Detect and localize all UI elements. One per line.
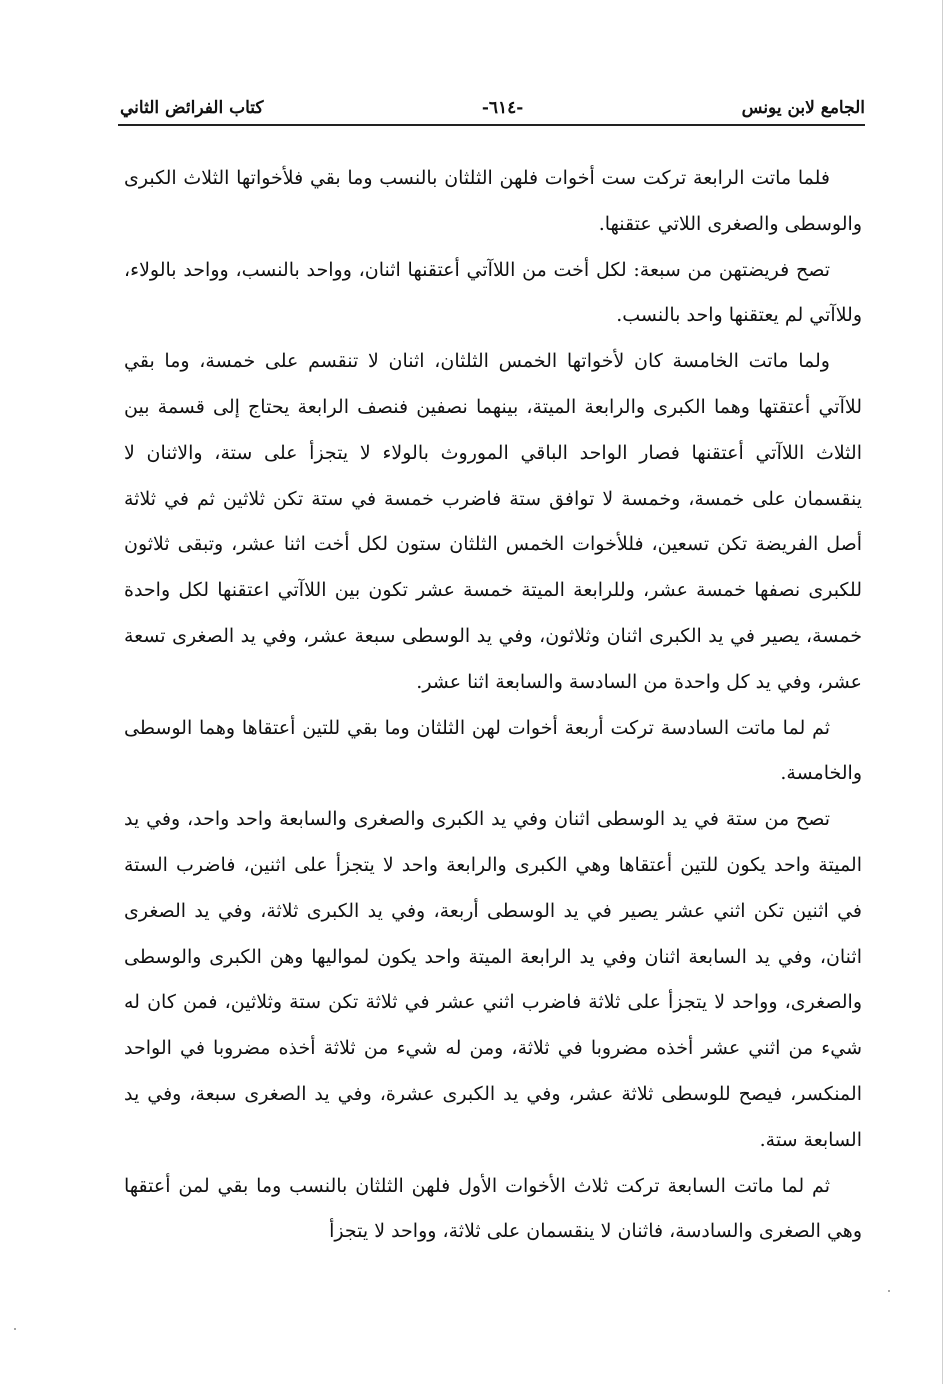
running-header xyxy=(120,84,865,118)
chapter-title: كتاب الفرائض الثاني xyxy=(120,98,264,118)
paragraph: ثم لما ماتت السادسة تركت أربعة أخوات لهن الثلثان وما بقي للتين أعتقاها وهما الوسطى والخامسة. xyxy=(124,716,862,785)
page-edge-line xyxy=(942,0,943,1384)
book-title: الجامع لابن يونس xyxy=(741,98,865,118)
paragraph: تصح فريضتهن من سبعة: لكل أخت من اللاآتي أعتقنها اثنان، وواحد بالنسب، وواحد بالولاء، وللاآتي لم يعتقنها واحد بالنسب. xyxy=(124,258,862,327)
paragraph: ولما ماتت الخامسة كان لأخواتها الخمس الثلثان، اثنان لا تنقسم على خمسة، وما بقي للاآتي أعتقتها وهما الكبرى والرابعة الميتة، بينهما نصفين فنصف الرابعة يحتاج إلى قسمة بين الثلاث اللاآتي أعتقنها فصار الواحد الباقي الموروث بالولاء لا يتجزأ على ستة، والاثنان لا ينقسمان على خمسة، وخمسة لا توافق ستة فاضرب خمسة في ستة تكن ثلاثين ثم في ثلاثة أصل الفريضة تكن تسعين، فللأخوات الخمس الثلثان ستون لكل أخت اثنا عشر، وتبقى ثلاثون للكبرى نصفها خمسة عشر، وللرابعة الميتة خمسة عشر تكون بين اللاآتي اعتقنها لكل واحدة خمسة، يصير في يد الكبرى اثنان وثلاثون، وفي يد الوسطى سبعة عشر، وفي يد الصغرى تسعة عشر، وفي يد كل واحدة من السادسة والسابعة اثنا عشر. xyxy=(124,350,862,693)
page-number: -٦١٤- xyxy=(481,98,524,118)
scan-speck xyxy=(888,1290,890,1292)
body-text xyxy=(124,156,862,1255)
paragraph: تصح من ستة في يد الوسطى اثنان وفي يد الكبرى والصغرى والسابعة واحد واحد، وفي يد الميتة واحد يكون للتين أعتقاها وهي الكبرى والرابعة واحد لا يتجزأ على اثنين، فاضرب الستة في اثنين تكن اثني عشر يصير في يد الوسطى أربعة، وفي يد الكبرى ثلاثة، وفي يد الصغرى اثنان، وفي يد السابعة اثنان وفي يد الرابعة الميتة واحد يكون لمواليها وهن الكبرى والوسطى والصغرى، وواحد لا يتجزأ على ثلاثة فاضرب اثني عشر في ثلاثة تكن ستة وثلاثين، فمن كان له شيء من اثني عشر أخذه مضروبا في ثلاثة، ومن له شيء من ثلاثة أخذه مضروبا في الواحد المنكسر، فيصح للوسطى ثلاثة عشر، وفي يد الكبرى عشرة، وفي يد الصغرى سبعة، وفي يد السابعة ستة. xyxy=(124,808,862,1151)
paragraph: فلما ماتت الرابعة تركت ست أخوات فلهن الثلثان بالنسب وما بقي فلأخواتها الثلاث الكبرى والوسطى والصغرى اللاتي عتقنها. xyxy=(124,167,862,235)
paragraph: ثم لما ماتت السابعة تركت ثلاث الأخوات الأول فلهن الثلثان بالنسب وما بقي لمن أعتقها وهي الصغرى والسادسة، فاثنان لا ينقسمان على ثلاثة، وواحد لا يتجزأ xyxy=(124,1174,862,1243)
scan-speck xyxy=(14,1328,16,1330)
header-rule xyxy=(118,124,865,126)
